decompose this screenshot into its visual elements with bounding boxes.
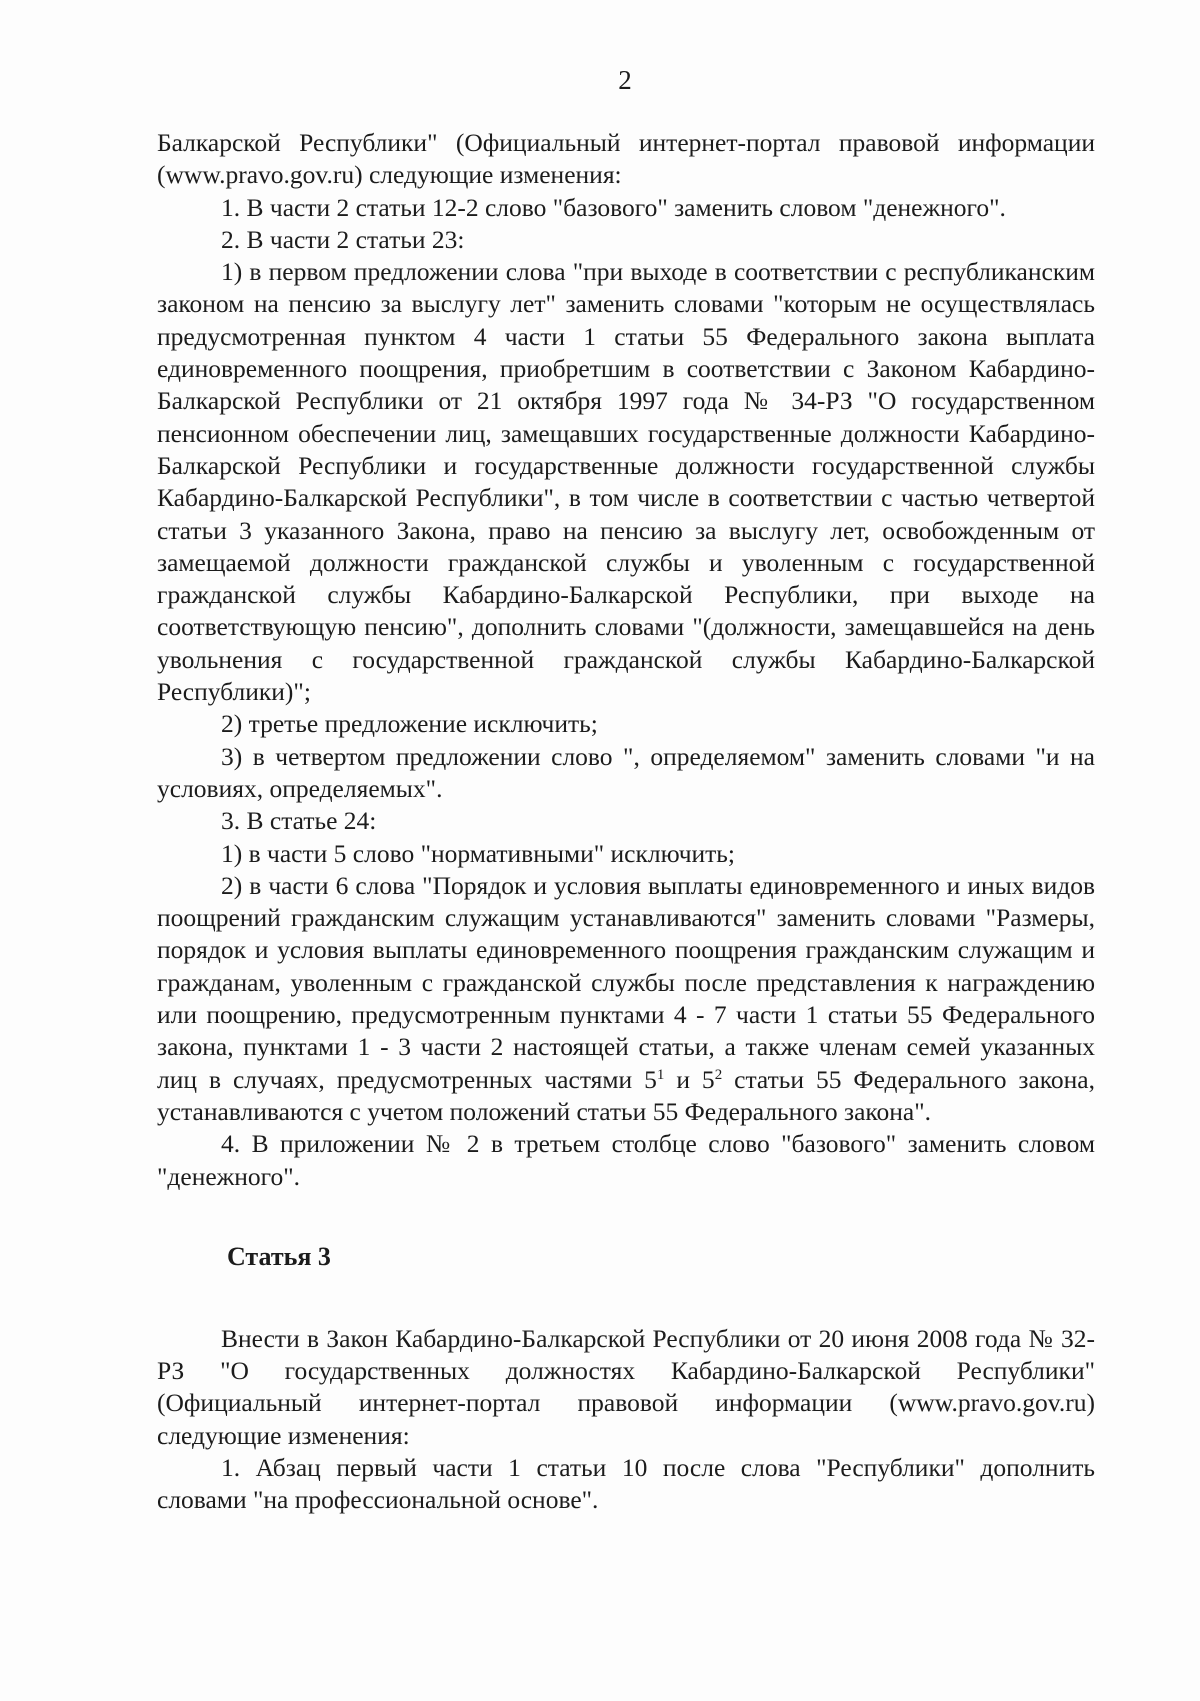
page-number: 2 [618, 65, 632, 95]
superscript: 2 [714, 1066, 723, 1083]
paragraph-subitem-3: 3) в четвертом предложении слово ", определяемом" заменить словами "и на условиях, определяемых". [157, 741, 1095, 803]
paragraph-subitem-1: 1) в первом предложении слова "при выходе в соответствии с республиканским законом на пенсию за выслугу лет" заменить словами "которым не осуществлялась предусмотренная пунктом 4 части 1 статьи 55 Федерального закона выплата единовременного поощрения, приобретшим в соответствии с Законом Кабардино-Балкарской Республики от 21 октября 1997 года № 34-РЗ "О государственном пенсионном обеспечении лиц, замещавших государственные должности Кабардино-Балкарской Республики и государственные должности государственной службы Кабардино-Балкарской Республики", в том числе в соответствии с частью четвертой статьи 3 указанного Закона, право на пенсию за выслугу лет, освобожденным от замещаемой должности гражданской службы и уволенным с государственной гражданской службы Кабардино-Балкарской Республики, при выходе на соответствующую пенсию", дополнить словами "(должности, замещавшейся на день увольнения с государственной гражданской службы Кабардино-Балкарской Республики)"; [157, 257, 1095, 707]
superscript: 1 [656, 1066, 665, 1083]
paragraph-item-3: 3. В статье 24: [221, 806, 377, 836]
article-heading: Статья 3 [227, 1241, 331, 1271]
paragraph-subitem-2: 2) третье предложение исключить; [221, 709, 598, 739]
paragraph-item-3-subitem-2 [157, 870, 1095, 1128]
paragraph-item-3-subitem-1: 1) в части 5 слово "нормативными" исключить; [221, 838, 736, 868]
paragraph-item-1: 1. В части 2 статьи 12-2 слово "базового" заменить словом "денежного". [221, 192, 1006, 222]
document-body [157, 127, 1095, 1517]
paragraph-item-2: 2. В части 2 статьи 23: [221, 224, 465, 254]
paragraph-item-4: 4. В приложении № 2 в третьем столбце слово "базового" заменить словом "денежного". [157, 1129, 1095, 1191]
paragraph-continuation: Балкарской Республики" (Официальный интернет-портал правовой информации (www.pravo.gov.ru) следующие изменения: [157, 128, 1095, 190]
text-segment: 2) в части 6 слова "Порядок и условия выплаты единовременного и иных видов поощрений гражданским служащим устанавливаются" заменить словами "Размеры, порядок и условия выплаты единовременного поощрения гражданским служащим и гражданам, уволенным с гражданской службы после представления к награждению или поощрению, предусмотренным пунктами 4 - 7 части 1 статьи 55 Федерального закона, пунктами 1 - 3 части 2 настоящей статьи, а также членам семей указанных лиц в случаях, предусмотренных частями 5 [157, 870, 1095, 1094]
article-intro: Внести в Закон Кабардино-Балкарской Республики от 20 июня 2008 года № 32-РЗ "О государственных должностях Кабардино-Балкарской Республики" (Официальный интернет-портал правовой информации (www.pravo.gov.ru) следующие изменения: [157, 1323, 1095, 1450]
text-segment: статьи 55 Федерального закона, устанавливаются с учетом положений статьи 55 Федерального закона". [157, 1064, 1095, 1126]
text-segment: и 5 [664, 1064, 715, 1094]
article-item-1: 1. Абзац первый части 1 статьи 10 после слова "Республики" дополнить словами "на профессиональной основе". [157, 1452, 1095, 1515]
